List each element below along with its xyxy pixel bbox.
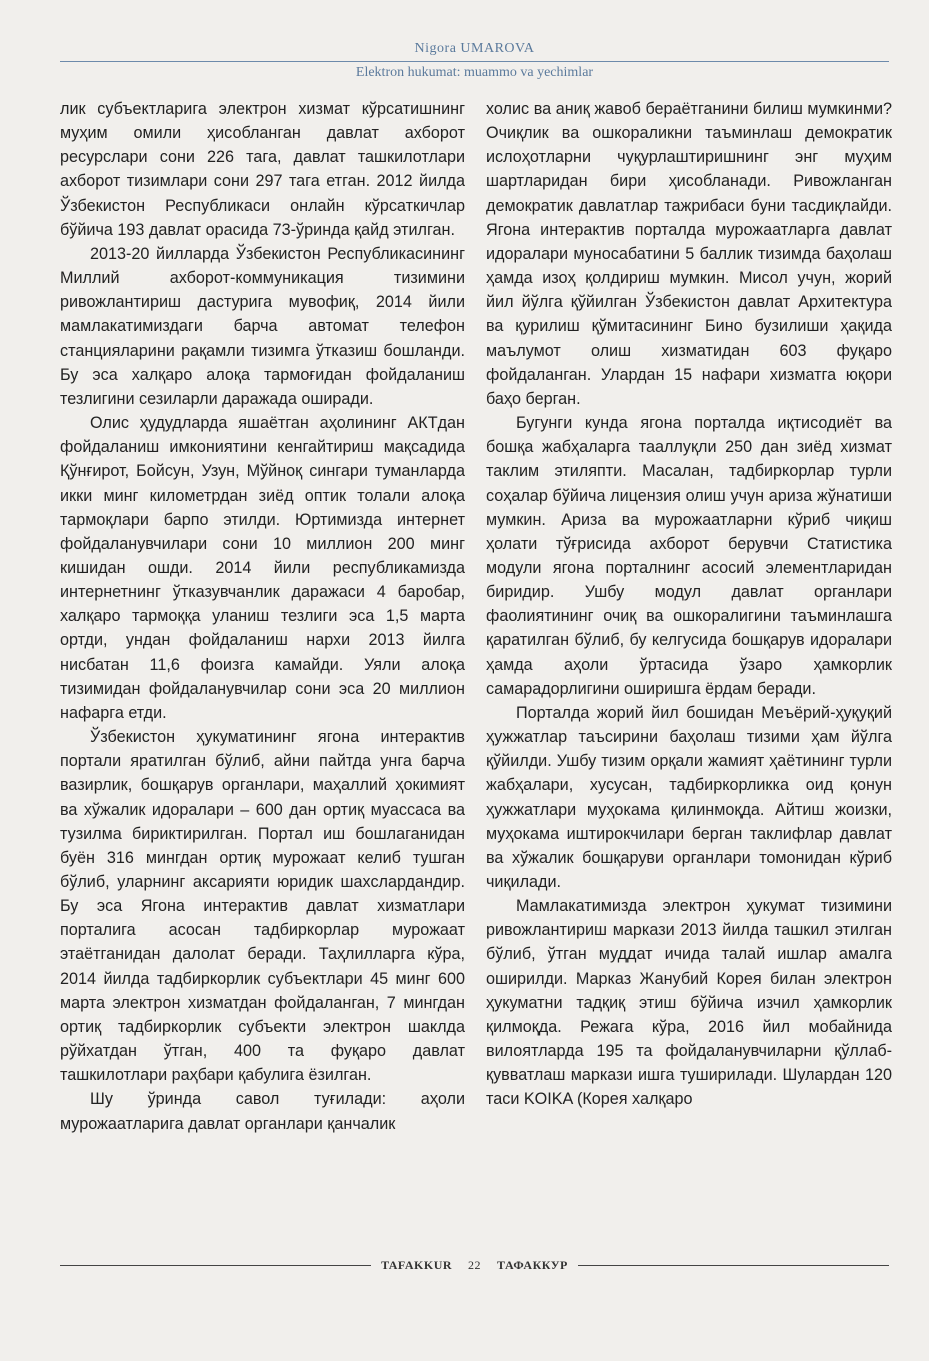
paragraph: 2013-20 йилларда Ўзбекистон Республикасининг Миллий ахборот-коммуникация тизимини ривожлантириш дастурига мувофиқ, 2014 йили мамлакатимиздаги барча автомат телефон станцияларини рақамли тизимга ўтказиш бошланди. Бу эса халқаро алоқа тармоғидан фойдаланиш тезлигини сезиларли даражада оширади. [60, 244, 465, 408]
paragraph: холис ва аниқ жавоб бераётганини билиш мумкинми? Очиқлик ва ошкораликни таъминлаш демократик ислоҳотларни чуқурлаштиришнинг энг муҳим шартларидан бири ҳисобланади. Ривожланган демократик давлатлар тажрибаси буни тасдиқлайди. Ягона интерактив порталда мурожаатларга давлат идоралари муносабатини 5 баллик тизимда баҳолаш ҳамда изоҳ қолдириш мумкин. Мисол учун, жорий йил йўлга қўйилган Ўзбекистон давлат Архитектура ва қурилиш қўмитасининг Бино бузилиши ҳақида маълумот олиш хизматидан 603 фуқаро фойдаланган. Улардан 15 нафари хизматга юқори баҳо берган. [486, 100, 892, 408]
paragraph: Олис ҳудудларда яшаётган аҳолининг АКТдан фойдаланиш имкониятини кенгайтириш мақсадида Қўнғирот, Бойсун, Узун, Мўйноқ сингари туманларда икки минг километрдан зиёд оптик толали алоқа тармоқлари барпо этилди. Юртимизда интернет фойдаланувчилари сони 10 миллион 200 минг кишидан ошди. 2014 йили республикамизда интернетнинг ўтказувчанлик даражаси 4 баробар, халқаро тармоққа уланиш тезлиги эса 1,5 марта ортди, ундан фойдаланиш нархи 2013 йилга нисбатан 11,6 фоизга камайди. Уяли алоқа тизимидан фойдаланувчилар сони эса 20 миллион нафарга етди. [60, 414, 465, 722]
footer-label-latin: TAFAKKUR [381, 1258, 453, 1272]
page-number: 22 [468, 1258, 482, 1272]
left-column [60, 97, 465, 1136]
paragraph: Шу ўринда савол туғилади: аҳоли мурожаатларига давлат органлари қанчалик [60, 1090, 465, 1133]
paragraph: Мамлакатимизда электрон ҳукумат тизимини ривожлантириш маркази 2013 йилда ташкил этилган бўлиб, ўтган муддат ичида талай ишлар амалга оширилди. Марказ Жанубий Корея билан электрон ҳукуматни тадқиқ этиш бўйича изчил ҳамкорлик қилмоқда. Режага кўра, 2016 йил мобайнида вилоятларда 195 та фойдаланувчиларни қўллаб-қувватлаш маркази ишга туширилади. Шулардан 120 таси KOIKA (Корея халқаро [486, 897, 892, 1109]
header-rule [60, 61, 889, 62]
paragraph: Порталда жорий йил бошидан Меъёрий-ҳуқуқий ҳужжатлар таъсирини баҳолаш тизими ҳам йўлга қўйилди. Ушбу тизим орқали жамият ҳаётининг турли жабҳалари, хусусан, тадбиркорликка оид қонун ҳужжатлари муҳокама қилинмоқда. Айтиш жоизки, муҳокама иштирокчилари берган таклифлар давлат ва хўжалик бошқаруви органлари томонидан кўриб чиқилади. [486, 703, 892, 891]
right-column [486, 97, 892, 1112]
author-name: Nigora UMAROVA [414, 41, 535, 56]
paragraph: Бугунги кунда ягона порталда иқтисодиёт ва бошқа жабҳаларга тааллуқли 250 дан зиёд хизмат таклим этиляпти. Масалан, тадбиркорлар турли соҳалар бўйича лицензия олиш учун ариза жўнатиши мумкин. Ариза ва мурожаатларни кўриб чиқиш ҳолати тўғрисида ахборот берувчи Статистика модули ягона порталнинг асосий элементларидан биридир. Ушбу модул давлат органлари фаолиятининг очиқ ва ошкоралигини таъминлашга қаратилган бўлиб, бу келгусида бошқарув идоралари ҳамда аҳоли ўртасида ўзаро ҳамкорлик самарадорлигини оширишга ёрдам беради. [486, 414, 892, 698]
footer-rule-left [60, 1265, 371, 1266]
paragraph: Ўзбекистон ҳукуматининг ягона интерактив портали яратилган бўлиб, айни пайтда унга барча вазирлик, бошқарув органлари, маҳаллий ҳокимият ва хўжалик идоралари – 600 дан ортиқ муассаса ва тузилма бириктирилган. Портал иш бошлаганидан буён 316 мингдан ортиқ мурожаат келиб тушган бўлиб, уларнинг аксарияти юридик шахслардандир. Бу эса Ягона интерактив давлат хизматлари порталига асосан тадбиркорлар мурожаат этаётганидан далолат беради. Таҳлилларга кўра, 2014 йилда тадбиркорлик субъектлари 45 минг 600 марта электрон хизматдан фойдаланган, 7 мингдан ортиқ тадбиркорлик субъекти электрон шаклда рўйхатдан ўтган, 400 та фуқаро давлат ташкилотлари раҳбари қабулига ёзилган. [60, 728, 465, 1085]
page-footer [60, 1258, 889, 1273]
footer-rule-right [578, 1265, 889, 1266]
running-header [60, 40, 889, 81]
article-subtitle: Elektron hukumat: muammo va yechimlar [355, 65, 594, 80]
paragraph: лик субъектларига электрон хизмат кўрсатишнинг муҳим омили ҳисобланган давлат ахборот ресурслари сони 226 тага, давлат ташкилотлари ахборот тизимлари сони 297 тага етган. 2012 йилда Ўзбекистон Республикаси онлайн кўрсаткичлар бўйича 193 давлат орасида 73-ўринда қайд этилган. [60, 100, 465, 239]
footer-label-cyrillic: ТАФАККУР [497, 1258, 568, 1272]
